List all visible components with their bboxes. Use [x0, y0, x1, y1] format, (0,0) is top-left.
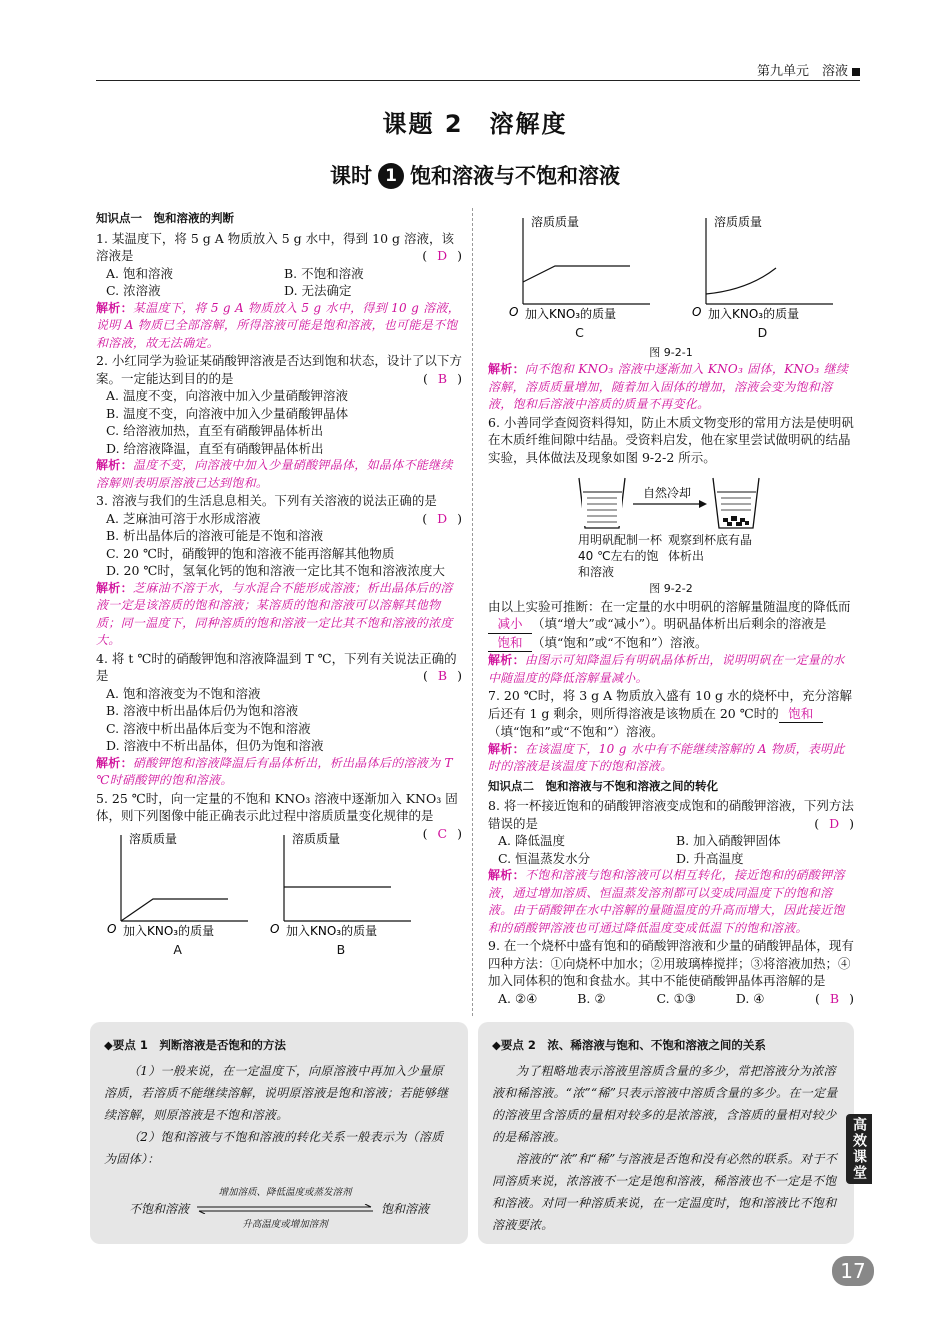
question-stem: 9. 在一个烧杯中盛有饱和的硝酸钾溶液和少量的硝酸钾晶体，现有四种方法：①向烧杯中加水；②用玻璃棒搅拌；③将溶液加热；④加入同体积的饱和食盐水。其中不能使硝酸钾晶体再溶解的是 ( B ) [488, 938, 854, 1006]
side-tab: 高效课堂 [846, 1114, 872, 1184]
answer-letter: D [437, 510, 448, 526]
option: C. 浓溶液 [106, 283, 161, 298]
blank-answer: 饱和 [779, 705, 823, 724]
svg-text:溶质质量: 溶质质量 [128, 831, 177, 846]
experiment-right-label: 观察到杯底有晶体析出 [668, 533, 753, 563]
knowledge-point-1: 知识点一 饱和溶液的判断 [96, 211, 234, 225]
conversion-left: 不饱和溶液 [128, 1202, 189, 1216]
option: C. 20 ℃时，硝酸钾的饱和溶液不能再溶解其他物质 [106, 545, 395, 561]
svg-text:O: O [269, 921, 280, 936]
answer-letter: C [437, 825, 448, 841]
svg-text:O: O [106, 921, 117, 936]
box-title: ◆要点 2 浓、稀溶液与饱和、不饱和溶液之间的关系 [492, 1038, 766, 1052]
key-point-box-2 [478, 1022, 854, 1244]
question-1 [96, 230, 462, 353]
svg-text:加入KNO₃的质量: 加入KNO₃的质量 [122, 923, 214, 938]
analysis: 解析：硝酸钾饱和溶液降温后有晶体析出，析出晶体后的溶液为 T ℃时硝酸钾的饱和溶液。 [96, 755, 453, 787]
option: C. 恒温蒸发水分 [498, 850, 591, 866]
question-stem: 8. 将一杯接近饱和的硝酸钾溶液变成饱和的硝酸钾溶液，下列方法错误的是 ( D ) [488, 798, 854, 831]
graph-b-plot [266, 829, 416, 941]
question-4 [96, 650, 462, 790]
option: D. 无法确定 [284, 283, 352, 298]
graphs-cd [488, 212, 854, 342]
svg-text:加入KNO₃的质量: 加入KNO₃的质量 [524, 307, 616, 321]
subtitle-prefix: 课时 [330, 164, 372, 188]
graph-a-plot [103, 829, 253, 941]
arrow-label-bottom: 升高温度或增加溶剂 [242, 1219, 328, 1230]
analysis: 解析：在该温度下，10 g 水中有不能继续溶解的 A 物质，表明此时的溶液是该温度下的饱和溶液。 [488, 741, 845, 773]
box-paragraph: 溶液的“浓”和“稀”与溶液是否饱和没有必然的联系。对于不同溶质来说，浓溶液不一定是饱和溶液，稀溶液也不一定是不饱和溶液。对同一种溶质来说，在一定温度时，饱和溶液比不饱和溶液要浓。 [492, 1152, 837, 1232]
svg-text:自然冷却: 自然冷却 [643, 486, 692, 500]
question-9 [488, 937, 854, 1007]
svg-text:加入KNO₃的质量: 加入KNO₃的质量 [285, 923, 378, 938]
graph-b [266, 829, 416, 959]
option: B. 不饱和溶液 [284, 265, 364, 281]
analysis: 解析：向不饱和 KNO₃ 溶液中逐渐加入 KNO₃ 固体，KNO₃ 继续溶解，溶质质量增加，随着加入固体的增加，溶液会变为饱和溶液，饱和后溶液中溶质的质量不再变化。 [488, 362, 849, 411]
answer-bracket: ( B ) [423, 668, 462, 683]
answer-bracket: ( C ) [422, 825, 462, 841]
answer-letter: B [437, 668, 448, 683]
option: B. 温度不变，向溶液中加入少量硝酸钾晶体 [106, 405, 349, 421]
question-stem: 3. 溶液与我们的生活息息相关。下列有关溶液的说法正确的是 ( D ) [96, 493, 462, 526]
option: A. 饱和溶液变为不饱和溶液 [106, 685, 261, 701]
blank-answer: 饱和 [488, 634, 532, 653]
conversion-arrows [195, 1182, 375, 1236]
question-stem: 6. 小善同学查阅资料得知，防止木质文物变形的常用方法是使明矾在木质纤维间隙中结晶。受资料启发，他在家里尝试做明矾的结晶实验，具体做法及现象如图 9-2-2 所示。 [488, 414, 854, 465]
svg-text:O: O [691, 305, 701, 319]
svg-text:溶质质量: 溶质质量 [713, 215, 762, 229]
option: C. 给溶液加热，直至有硝酸钾晶体析出 [106, 423, 324, 438]
graph-label: A [173, 941, 182, 957]
question-stem: 1. 某温度下，将 5 g A 物质放入 5 g 水中，得到 10 g 溶液，该溶液是 ( D ) [96, 230, 462, 263]
option: A. ②④ [498, 990, 538, 1006]
lesson-title: 课题 2 溶解度 [382, 110, 568, 138]
answer-bracket: ( D ) [422, 248, 462, 263]
graph-c-plot [505, 212, 655, 324]
svg-text:溶质质量: 溶质质量 [530, 215, 579, 229]
arrow-label-top: 增加溶质、降低温度或蒸发溶剂 [218, 1187, 352, 1198]
option: A. 温度不变，向溶液中加入少量硝酸钾溶液 [106, 388, 348, 403]
option: C. 溶液中析出晶体后变为不饱和溶液 [106, 720, 311, 736]
option: C. ①③ [656, 990, 696, 1006]
analysis: 解析：不饱和溶液与饱和溶液可以相互转化，接近饱和的硝酸钾溶液，通过增加溶质、恒温蒸发溶剂都可以变成同温度下的饱和溶液。由于硝酸钾在水中溶解的量随温度的升高而增大，因此接近饱和的硝酸钾溶液也可通过降低温度变成低温下的饱和溶液。 [488, 868, 845, 935]
question-stem: 4. 将 t ℃时的硝酸钾饱和溶液降温到 T ℃，下列有关说法正确的是 ( B ) [96, 650, 462, 683]
analysis: 解析：芝麻油不溶于水，与水混合不能形成溶液；析出晶体后的溶液一定是该溶质的饱和溶液；某溶质的饱和溶液可以溶解其他物质；同一温度下，同种溶质的饱和溶液一定比其不饱和溶液的浓度大。 [96, 580, 453, 647]
question-6-fill: 由以上实验可推断：在一定量的水中明矾的溶解量随温度的降低而减小 （填“增大”或“减小”）。明矾晶体析出后剩余的溶液是饱和 （填“饱和”或“不饱和”）溶液。 [488, 598, 854, 653]
header-topic: 溶液 [821, 64, 848, 79]
answer-bracket: ( B ) [815, 990, 854, 1006]
conversion-right: 饱和溶液 [381, 1202, 430, 1216]
header-square-icon [852, 68, 860, 76]
right-column [488, 208, 854, 1007]
header-unit: 第九单元 [756, 64, 809, 79]
graph-d [688, 212, 838, 342]
experiment-left-label: 用明矾配制一杯 40 ℃左右的饱和溶液 [578, 533, 663, 579]
knowledge-point-2: 知识点二 饱和溶液与不饱和溶液之间的转化 [488, 778, 718, 793]
question-6 [488, 414, 854, 688]
option: D. 20 ℃时，氢氧化钙的饱和溶液一定比其不饱和溶液浓度大 [106, 563, 445, 578]
period-number-badge: 1 [378, 163, 404, 189]
figure-caption: 图 9-2-1 [649, 345, 693, 359]
double-arrow-icon [195, 1204, 375, 1214]
svg-text:O: O [508, 305, 518, 319]
option: A. 芝麻油可溶于水形成溶液 [106, 510, 261, 526]
key-point-box-1 [90, 1022, 468, 1244]
option: B. 溶液中析出晶体后仍为饱和溶液 [106, 703, 299, 718]
column-divider [472, 208, 473, 1016]
experiment-labels [488, 532, 854, 580]
page-header [96, 56, 860, 81]
option: B. ② [577, 990, 606, 1006]
figure-caption: 图 9-2-2 [649, 582, 693, 595]
graph-label: B [336, 941, 346, 957]
graphs-ab [96, 829, 423, 959]
svg-text:加入KNO₃的质量: 加入KNO₃的质量 [707, 307, 799, 321]
options [96, 265, 462, 300]
answer-letter: D [437, 248, 448, 263]
answer-letter: B [437, 370, 448, 386]
lesson-subtitle [0, 160, 950, 190]
answer-bracket: ( B ) [423, 370, 462, 386]
option: A. 降低温度 [498, 833, 565, 848]
box-paragraph: （2）饱和溶液与不饱和溶液的转化关系一般表示为（溶质为固体）： [104, 1130, 444, 1166]
analysis: 解析：温度不变，向溶液中加入少量硝酸钾晶体，如晶体不能继续溶解则表明原溶液已达到饱和。 [96, 458, 453, 490]
analysis: 解析：由图示可知降温后有明矾晶体析出，说明明矾在一定量的水中随温度的降低溶解量减小。 [488, 653, 845, 685]
header-text [757, 60, 860, 79]
answer-letter: B [829, 990, 840, 1006]
box-title: ◆要点 1 判断溶液是否饱和的方法 [104, 1038, 286, 1052]
question-3 [96, 492, 462, 650]
svg-text:溶质质量: 溶质质量 [291, 831, 340, 846]
question-stem: 5. 25 ℃时，向一定量的不饱和 KNO₃ 溶液中逐渐加入 KNO₃ 固体，则下列图像中能正确表示此过程中溶质质量变化规律的是 ( C ) [96, 790, 462, 841]
answer-bracket: ( D ) [814, 815, 854, 831]
question-7: 7. 20 ℃时，将 3 g A 物质放入盛有 10 g 水的烧杯中，充分溶解后还有 1 g 剩余，则所得溶液是该物质在 20 ℃时的 饱和（填“饱和”或“不饱和”）溶液。 解析：在该温度下，10 g 水中有不能继续溶解的 A 物质，表明此时的溶液是该温度下的饱和溶液。 [488, 687, 854, 776]
subtitle-text: 饱和溶液与不饱和溶液 [410, 164, 620, 188]
graph-c [505, 212, 655, 342]
option: A. 饱和溶液 [106, 265, 173, 281]
answer-bracket: ( D ) [422, 510, 462, 526]
graph-label: C [575, 325, 584, 340]
conversion-relation [104, 1182, 454, 1236]
question-5 [96, 790, 462, 959]
page-number: 17 [832, 1256, 874, 1286]
question-2 [96, 352, 462, 492]
question-stem: 2. 小红同学为验证某硝酸钾溶液是否达到饱和状态，设计了以下方案。一定能达到目的的是 ( B ) [96, 353, 462, 386]
answer-letter: D [829, 815, 840, 831]
graph-label: D [757, 325, 768, 340]
graph-d-plot [688, 212, 838, 324]
option: D. ④ [735, 990, 765, 1006]
option: D. 给溶液降温，直至有硝酸钾晶体析出 [106, 440, 324, 456]
graph-a [103, 829, 253, 959]
option: B. 加入硝酸钾固体 [676, 833, 781, 848]
blank-answer: 减小 [488, 615, 532, 634]
question-8 [488, 797, 854, 937]
alum-experiment-diagram [571, 470, 771, 532]
option: B. 析出晶体后的溶液可能是不饱和溶液 [106, 528, 324, 543]
options [488, 832, 854, 867]
box-paragraph: 为了粗略地表示溶液里溶质含量的多少，常把溶液分为浓溶液和稀溶液。“浓”“稀”只表示溶液中溶质含量的多少。在一定量的溶液里含溶质的量相对较多的是浓溶液，含溶质的量相对较少的是稀溶液。 [492, 1064, 838, 1144]
left-column [96, 208, 462, 960]
box-paragraph: （1）一般来说，在一定温度下，向原溶液中再加入少量原溶质，若溶质不能继续溶解，说明原溶液是饱和溶液；若能够继续溶解，则原溶液是不饱和溶液。 [104, 1064, 449, 1122]
options [488, 990, 815, 1008]
analysis: 解析：某温度下，将 5 g A 物质放入 5 g 水中，得到 10 g 溶液，说明 A 物质已全部溶解，所得溶液可能是饱和溶液，也可能是不饱和溶液，故无法确定。 [96, 300, 461, 350]
option: D. 升高温度 [676, 850, 744, 866]
option: D. 溶液中不析出晶体，但仍为饱和溶液 [106, 738, 324, 753]
